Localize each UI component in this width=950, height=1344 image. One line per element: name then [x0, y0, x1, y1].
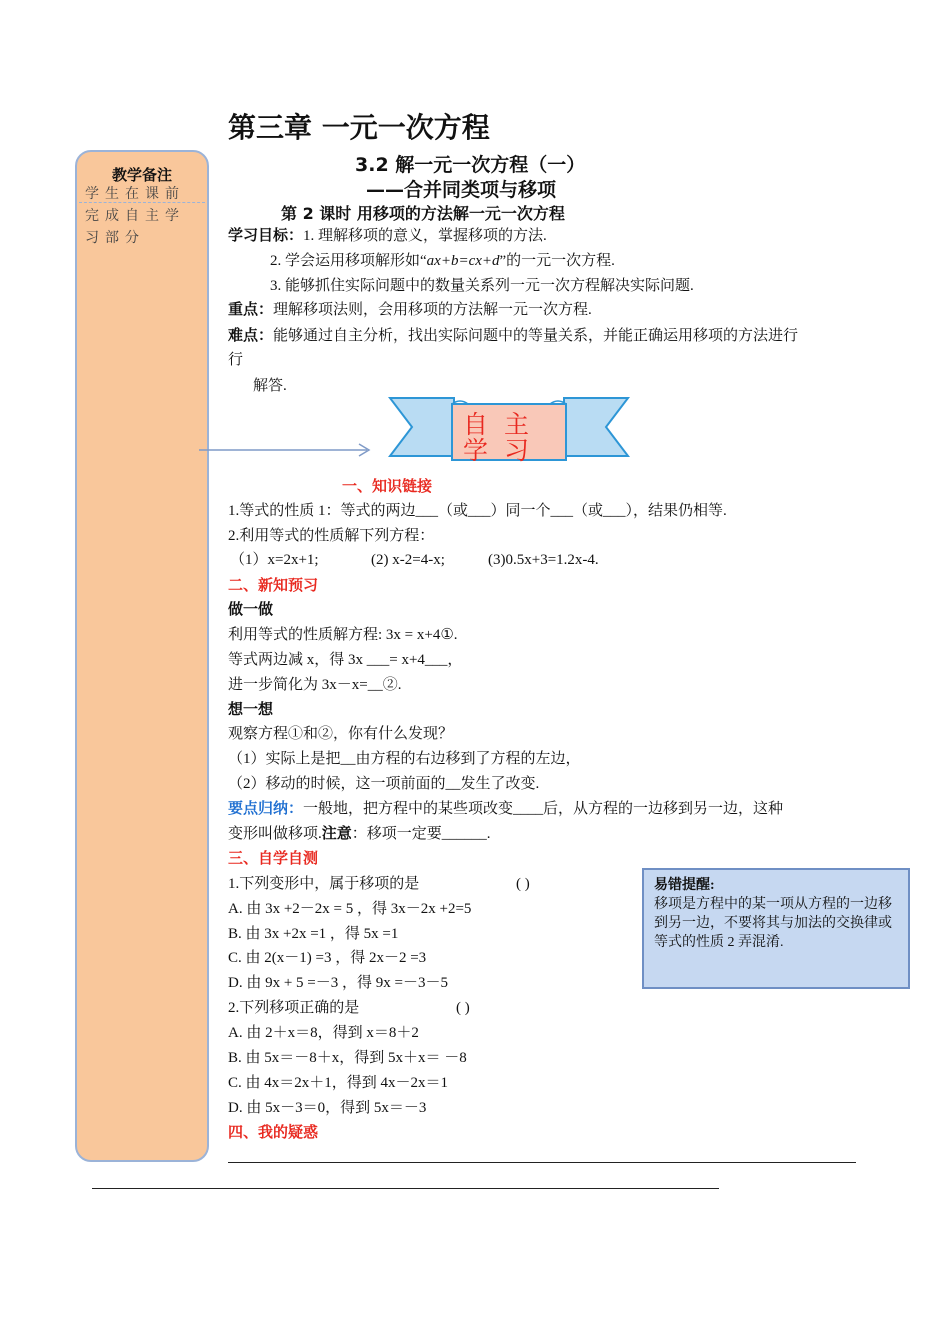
sec1-q2-a: （1）x=2x+1;	[230, 552, 319, 568]
sec3-q2-c: C. 由 4x＝2x＋1，得到 4x－2x＝1	[228, 1075, 449, 1091]
sidebar-note: 学生在课前完成自主学习部分	[85, 187, 185, 246]
think-line-2: （1）实际上是把__由方程的右边移到了方程的左边，	[228, 751, 581, 767]
objectives-label: 学习目标：	[228, 228, 304, 244]
summary-line-1: 要点归纳：一般地，把方程中的某些项改变____后，从方程的一边移到另一边，这种	[228, 801, 784, 817]
chapter-title: 第三章 一元一次方程	[228, 111, 490, 144]
section-2-title: 二、新知预习	[228, 578, 319, 594]
key-point: 重点：理解移项法则，会用移项的方法解一元一次方程.	[228, 302, 592, 318]
do-title: 做一做	[228, 602, 274, 618]
tip-text: 移项是方程中的某一项从方程的一边移到另一边，不要将其与加法的交换律或等式的性质 2 弄混淆.	[654, 897, 892, 950]
sec3-q1-c: C. 由 2(x－1) =3 ，得 2x－2 =3	[228, 950, 427, 966]
teaching-notes-panel	[75, 150, 209, 1162]
answer-line-2[interactable]	[92, 1188, 719, 1189]
do-line-2: 等式两边减 x，得 3x ___= x+4___，	[228, 652, 463, 668]
difficulty: 难点：能够通过自主分析，找出实际问题中的等量关系，并能正确运用移项的方法进行	[228, 328, 799, 344]
sec3-q2-d: D. 由 5x－3＝0，得到 5x＝－3	[228, 1100, 427, 1116]
section-1-title: 一、知识链接	[342, 479, 433, 495]
difficulty-end: 解答.	[253, 378, 287, 394]
section-subtitle: ——合并同类项与移项	[366, 179, 557, 201]
think-title: 想一想	[228, 702, 274, 718]
sec1-q2: 2.利用等式的性质解下列方程：	[228, 528, 435, 544]
sec3-q1-answer-bracket: ( )	[516, 876, 530, 892]
error-tip-box	[642, 868, 910, 989]
sec3-q2-b: B. 由 5x＝－8＋x，得到 5x＋x＝ －8	[228, 1050, 467, 1066]
lesson-title: 第 2 课时 用移项的方法解一元一次方程	[281, 204, 565, 223]
answer-line-1[interactable]	[228, 1162, 856, 1163]
think-line-3: （2）移动的时候，这一项前面的__发生了改变.	[228, 776, 540, 792]
section-3-title: 三、自学自测	[228, 851, 319, 867]
sec3-q1-d: D. 由 9x + 5 =－3 ，得 9x =－3－5	[228, 975, 448, 991]
do-line-1: 利用等式的性质解方程: 3x = x+4①.	[228, 627, 458, 643]
difficulty-continued: 行	[228, 352, 244, 368]
objectives-line-1	[228, 226, 547, 246]
objective-3: 3. 能够抓住实际问题中的数量关系列一元一次方程解决实际问题.	[270, 278, 694, 294]
sec3-q2-a: A. 由 2＋x＝8，得到 x＝8＋2	[228, 1025, 419, 1041]
sec3-q1: 1.下列变形中，属于移项的是	[228, 876, 420, 892]
section-4-title: 四、我的疑惑	[228, 1125, 319, 1141]
summary-line-2: 变形叫做移项.注意：移项一定要______.	[228, 826, 491, 842]
do-line-3: 进一步简化为 3x－x=__②.	[228, 677, 402, 693]
sidebar-title: 教学备注	[111, 168, 172, 184]
objective-1: 1. 理解移项的意义，掌握移项的方法.	[303, 228, 547, 244]
sec3-q2: 2.下列移项正确的是	[228, 1000, 360, 1016]
banner-text: 自 主 学 习	[463, 410, 533, 465]
arrow-icon	[195, 438, 380, 462]
think-line-1: 观察方程①和②，你有什么发现？	[228, 726, 454, 742]
sec3-q1-b: B. 由 3x +2x =1 ，得 5x =1	[228, 926, 399, 942]
objective-2: 2. 学会运用移项解形如“ax+b=cx+d”的一元一次方程.	[270, 253, 615, 269]
tip-title: 易错提醒:	[654, 878, 715, 893]
sec3-q2-answer-bracket: ( )	[456, 1000, 470, 1016]
section-title: 3.2 解一元一次方程（一）	[355, 154, 586, 176]
sec1-q2-c: (3)0.5x+3=1.2x-4.	[488, 552, 599, 568]
sec3-q1-a: A. 由 3x +2－2x = 5 ，得 3x－2x +2=5	[228, 901, 472, 917]
sec1-q2-b: (2) x-2=4-x;	[371, 552, 445, 568]
sec1-q1: 1.等式的性质 1：等式的两边___（或___）同一个___（或___），结果仍相等.	[228, 503, 727, 519]
